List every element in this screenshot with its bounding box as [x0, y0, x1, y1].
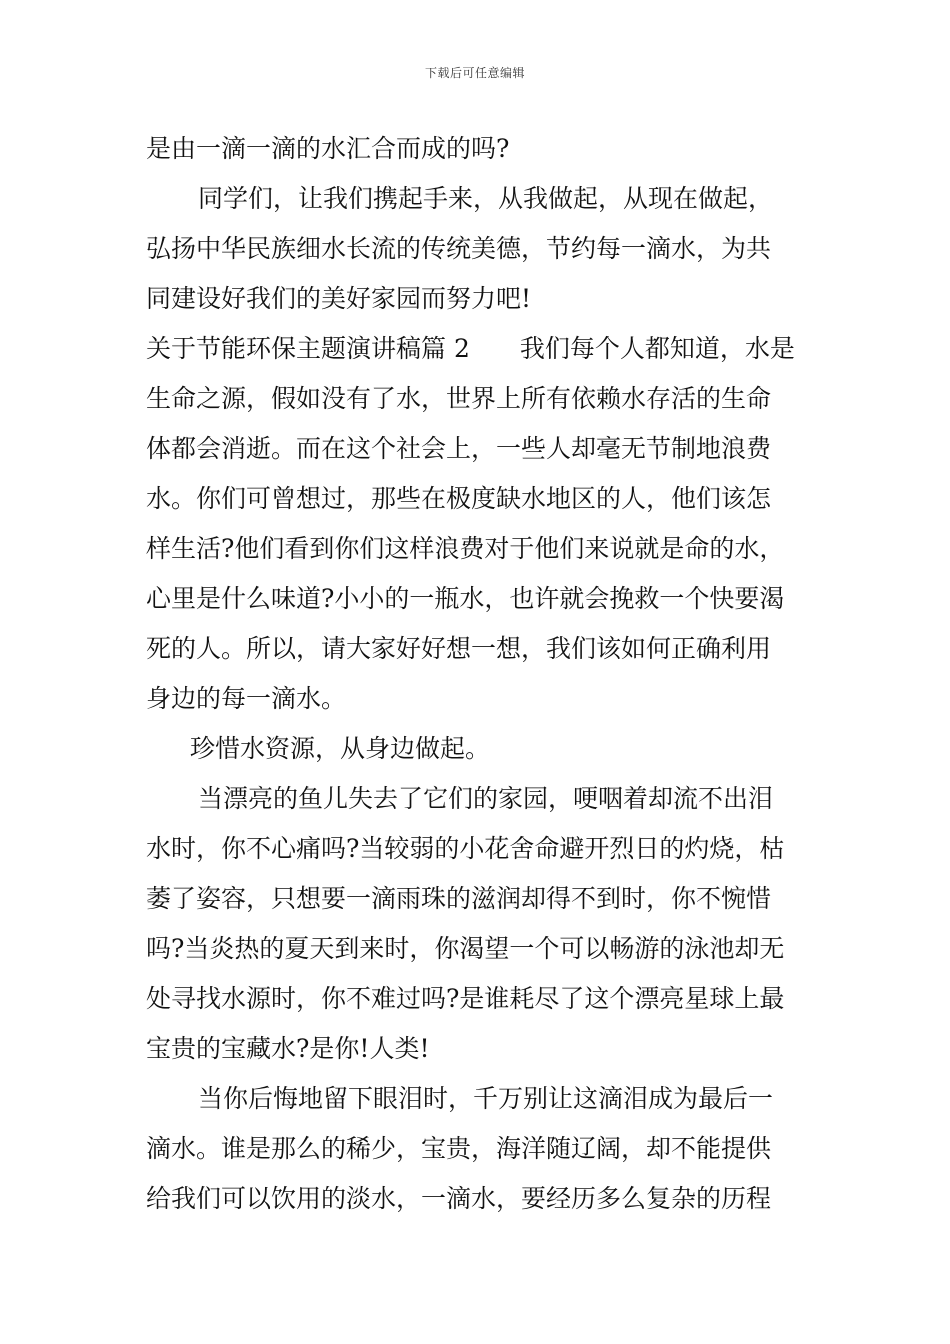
- text-line: 心里是什么味道?小小的一瓶水，也许就会挽救一个快要渴: [146, 584, 785, 613]
- page-header: 下载后可任意编辑: [424, 66, 525, 80]
- text-line: 体都会消逝。而在这个社会上，一些人却毫无节制地浪费: [146, 434, 772, 463]
- text-line: 同建设好我们的美好家园而努力吧!: [146, 284, 532, 313]
- text-line: 处寻找水源时，你不难过吗?是谁耗尽了这个漂亮星球上最: [146, 984, 785, 1013]
- text-line: 给我们可以饮用的淡水，一滴水，要经历多么复杂的历程: [146, 1184, 772, 1213]
- text-line: 当漂亮的鱼儿失去了它们的家园，哽咽着却流不出泪: [198, 784, 774, 813]
- text-line: 萎了姿容，只想要一滴雨珠的滋润却得不到时，你不惋惜: [146, 884, 772, 913]
- text-line: 是由一滴一滴的水汇合而成的吗?: [146, 134, 510, 163]
- text-line: 生命之源，假如没有了水，世界上所有依赖水存活的生命: [146, 384, 772, 413]
- text-line: 宝贵的宝藏水?是你!人类!: [146, 1034, 430, 1063]
- text-line: 吗?当炎热的夏天到来时，你渴望一个可以畅游的泳池却无: [146, 934, 785, 963]
- text-line: 样生活?他们看到你们这样浪费对于他们来说就是命的水，: [146, 534, 785, 563]
- text-line: 滴水。谁是那么的稀少，宝贵，海洋随辽阔，却不能提供: [146, 1134, 772, 1163]
- text-line: 当你后悔地留下眼泪时，千万别让这滴泪成为最后一: [198, 1084, 774, 1113]
- text-line: 水。你们可曾想过，那些在极度缺水地区的人，他们该怎: [146, 484, 772, 513]
- text-line: 身边的每一滴水。: [146, 684, 347, 713]
- text-line: 同学们，让我们携起手来，从我做起，从现在做起，: [198, 184, 774, 213]
- text-line: 死的人。所以，请大家好好想一想，我们该如何正确利用: [146, 634, 772, 663]
- text-line: 珍惜水资源，从身边做起。: [190, 734, 491, 763]
- text-line: 水时，你不心痛吗?当较弱的小花舍命避开烈日的灼烧，枯: [146, 834, 785, 863]
- section-heading-line: 关于节能环保主题演讲稿篇 2 我们每个人都知道，水是: [146, 334, 795, 363]
- text-line: 弘扬中华民族细水长流的传统美德，节约每一滴水，为共: [146, 234, 772, 263]
